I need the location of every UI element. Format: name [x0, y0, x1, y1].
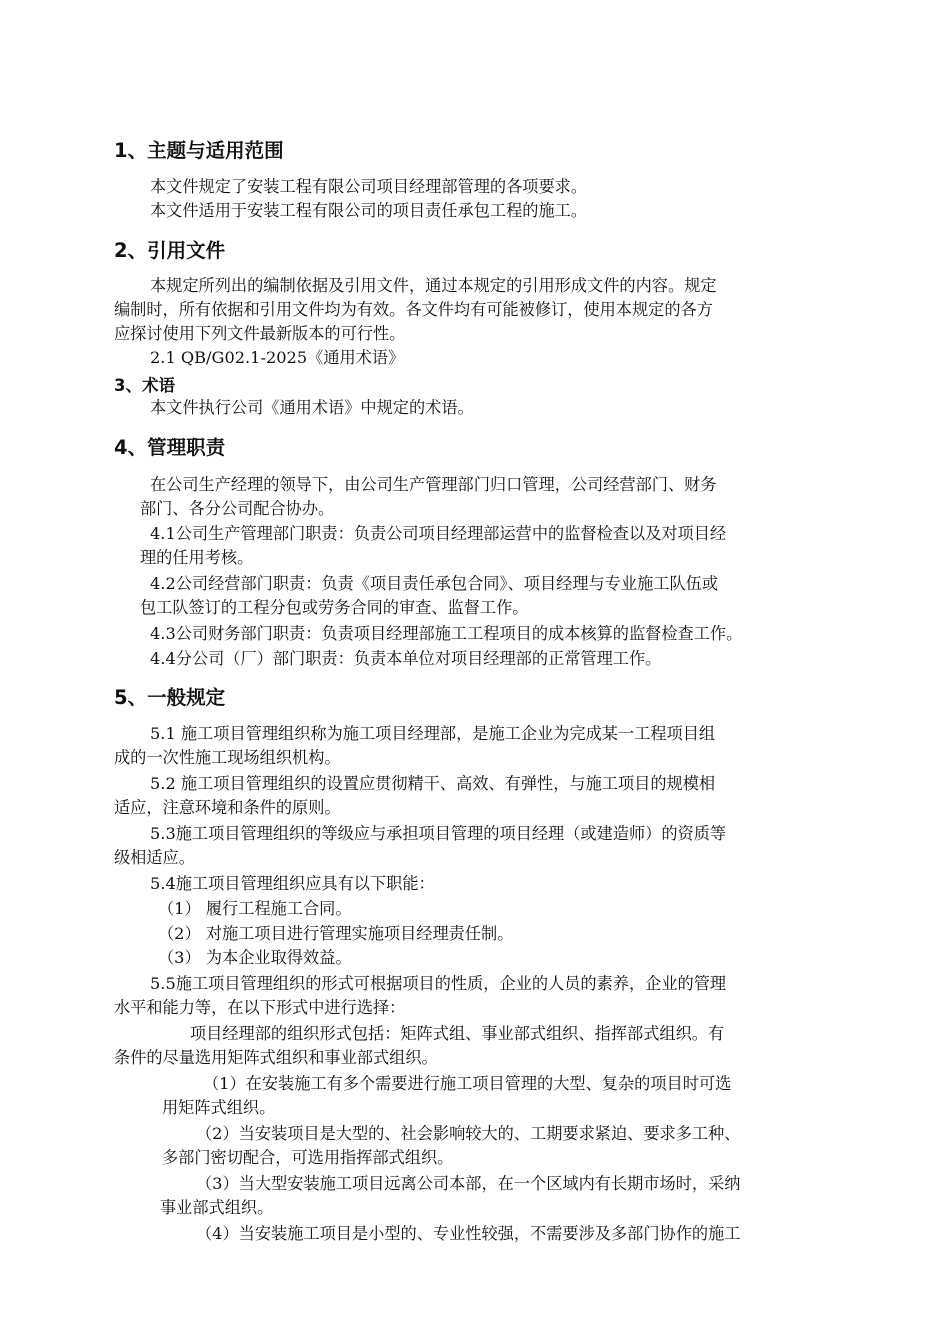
section-4-line-4: 理的任用考核。: [140, 548, 254, 567]
section-heading-5: 5、一般规定: [114, 686, 226, 709]
section-4-line-7: 4.3公司财务部门职责：负责项目经理部施工工程项目的成本核算的监督检查工作。: [150, 624, 743, 643]
section-5-line-21: （4）当安装施工项目是小型的、专业性较强，不需要涉及多部门协作的施工: [196, 1224, 741, 1243]
section-4-line-6: 包工队签订的工程分包或劳务合同的审查、监督工作。: [140, 598, 529, 617]
section-5-line-15: （1）在安装施工有多个需要进行施工项目管理的大型、复杂的项目时可选: [203, 1074, 732, 1093]
section-4-line-2: 部门、各分公司配合协办。: [140, 499, 335, 518]
section-5-line-11: 5.5施工项目管理组织的形式可根据项目的性质，企业的人员的素养，企业的管理: [150, 974, 727, 993]
section-5-line-7: 5.4施工项目管理组织应具有以下职能：: [150, 874, 435, 893]
section-5-line-8: （1） 履行工程施工合同。: [158, 899, 352, 918]
section-5-line-13: 项目经理部的组织形式包括：矩阵式组、事业部式组织、指挥部式组织。有: [190, 1024, 725, 1043]
section-4-line-5: 4.2公司经营部门职责：负责《项目责任承包合同》、项目经理与专业施工队伍或: [150, 574, 719, 593]
section-2-line-1: 本规定所列出的编制依据及引用文件，通过本规定的引用形成文件的内容。规定: [150, 276, 717, 295]
section-1-line-1: 本文件规定了安装工程有限公司项目经理部管理的各项要求。: [150, 177, 588, 196]
section-4-line-8: 4.4分公司（厂）部门职责：负责本单位对项目经理部的正常管理工作。: [150, 649, 662, 668]
section-heading-4: 4、管理职责: [114, 436, 226, 459]
section-5-line-18: 多部门密切配合，可选用指挥部式组织。: [162, 1148, 454, 1167]
section-4-line-3: 4.1公司生产管理部门职责：负责公司项目经理部运营中的监督检查以及对项目经: [150, 524, 727, 543]
section-2-line-3: 应探讨使用下列文件最新版本的可行性。: [114, 324, 406, 343]
section-5-line-10: （3） 为本企业取得效益。: [158, 948, 352, 967]
section-5-line-3: 5.2 施工项目管理组织的设置应贯彻精干、高效、有弹性，与施工项目的规模相: [150, 774, 716, 793]
section-5-line-1: 5.1 施工项目管理组织称为施工项目经理部，是施工企业为完成某一工程项目组: [150, 724, 716, 743]
section-heading-3: 3、术语: [114, 376, 175, 395]
section-5-line-12: 水平和能力等，在以下形式中进行选择：: [114, 998, 406, 1017]
section-4-line-1: 在公司生产经理的领导下，由公司生产管理部门归口管理，公司经营部门、财务: [150, 475, 717, 494]
section-5-line-5: 5.3施工项目管理组织的等级应与承担项目管理的项目经理（或建造师）的资质等: [150, 824, 727, 843]
section-2-line-4: 2.1 QB/G02.1-2025《通用术语》: [150, 348, 405, 367]
section-heading-2: 2、引用文件: [114, 239, 226, 262]
section-5-line-6: 级相适应。: [114, 848, 195, 867]
section-5-line-2: 成的一次性施工现场组织机构。: [114, 748, 341, 767]
section-5-line-14: 条件的尽量选用矩阵式组织和事业部式组织。: [114, 1048, 438, 1067]
section-1-line-2: 本文件适用于安装工程有限公司的项目责任承包工程的施工。: [150, 201, 588, 220]
section-3-line-1: 本文件执行公司《通用术语》中规定的术语。: [150, 398, 474, 417]
section-5-line-19: （3）当大型安装施工项目远离公司本部，在一个区域内有长期市场时，采纳: [196, 1174, 741, 1193]
section-5-line-17: （2）当安装项目是大型的、社会影响较大的、工期要求紧迫、要求多工种、: [196, 1124, 741, 1143]
section-heading-1: 1、主题与适用范围: [114, 139, 284, 162]
section-2-line-2: 编制时，所有依据和引用文件均为有效。各文件均有可能被修订，使用本规定的各方: [114, 300, 713, 319]
section-5-line-20: 事业部式组织。: [160, 1198, 274, 1217]
section-5-line-4: 适应，注意环境和条件的原则。: [114, 798, 341, 817]
section-5-line-9: （2） 对施工项目进行管理实施项目经理责任制。: [158, 924, 514, 943]
section-5-line-16: 用矩阵式组织。: [162, 1098, 276, 1117]
